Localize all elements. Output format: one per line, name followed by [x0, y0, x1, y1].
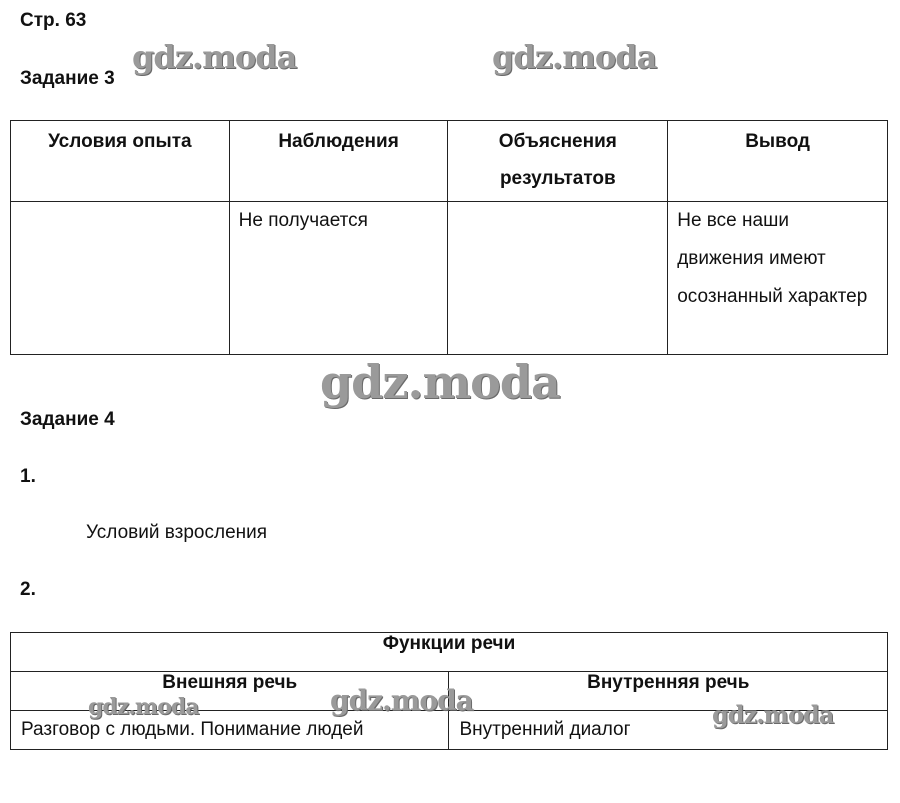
- watermark: gdz.moda: [492, 38, 657, 76]
- watermark: gdz.moda: [330, 684, 473, 717]
- item-1-number: 1.: [20, 466, 36, 487]
- task4-title: Задание 4: [20, 409, 115, 430]
- table-title: Функции речи: [11, 633, 888, 672]
- experiment-table: [10, 120, 888, 355]
- cell-conditions: [11, 202, 230, 355]
- task3-title: Задание 3: [20, 68, 115, 89]
- cell-internal-speech: Внутренний диалог: [449, 711, 888, 750]
- cell-observations: Не получается: [229, 202, 448, 355]
- watermark: gdz.moda: [132, 38, 297, 76]
- header-conditions: Условия опыта: [11, 121, 230, 202]
- item-1-answer: Условий взросления: [86, 522, 268, 543]
- cell-conclusion: Не все наши движения имеют осознанный характер: [668, 202, 888, 355]
- table-title-row: [11, 633, 888, 672]
- watermark: gdz.moda: [712, 700, 834, 729]
- table-row: [11, 202, 888, 355]
- watermark: gdz.moda: [88, 694, 199, 720]
- cell-external-speech: Разговор с людьми. Понимание людей: [11, 711, 449, 750]
- page-number: Стр. 63: [20, 10, 87, 31]
- cell-explanations: [448, 202, 668, 355]
- header-conclusion: Вывод: [668, 121, 888, 202]
- table-header-row: [11, 121, 888, 202]
- watermark: gdz.moda: [320, 355, 560, 409]
- header-explanations: Объяснения результатов: [448, 121, 668, 202]
- header-observations: Наблюдения: [229, 121, 448, 202]
- header-external-speech: Внешняя речь: [11, 672, 449, 711]
- item-2-number: 2.: [20, 579, 36, 600]
- header-internal-speech: Внутренняя речь: [449, 672, 888, 711]
